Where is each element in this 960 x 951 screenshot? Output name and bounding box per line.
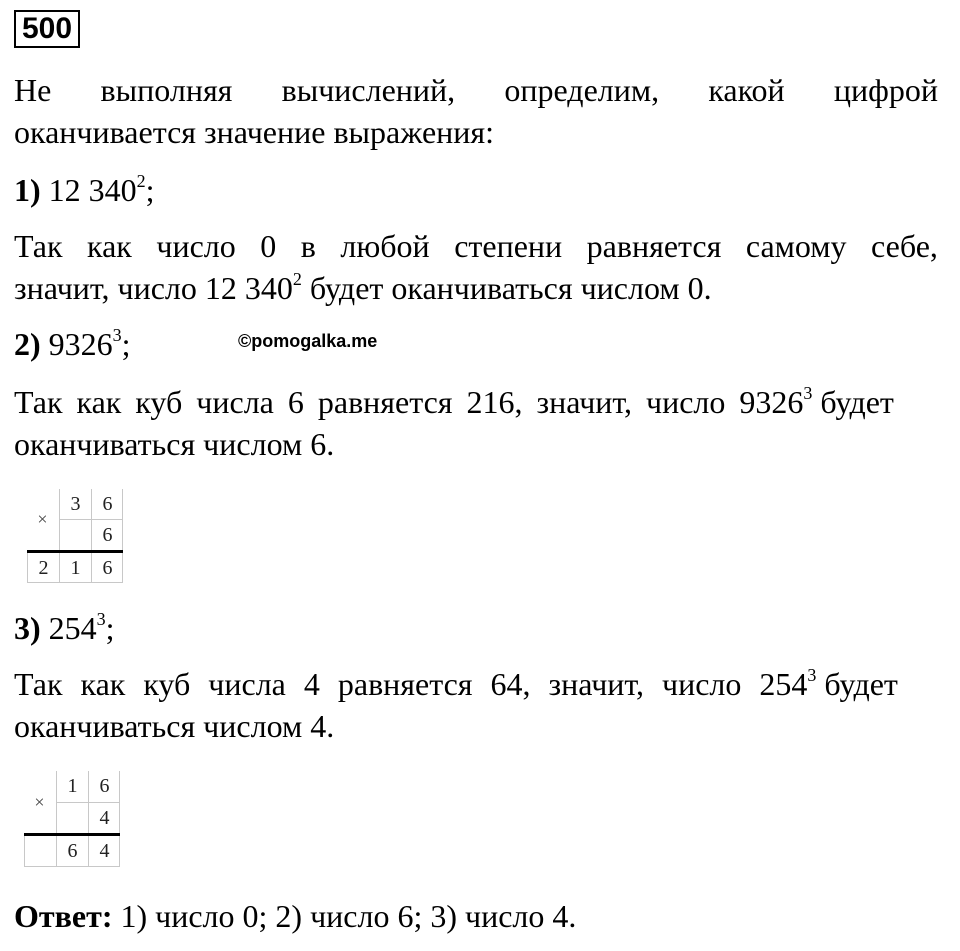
item-3-tail: ; <box>105 610 115 646</box>
item-1-heading <box>14 170 155 210</box>
intro-line-2: оканчивается значение выражения: <box>14 114 494 150</box>
expl-word: самому <box>745 228 847 264</box>
item-1-base: 12 340 <box>48 172 137 208</box>
expl-word: в <box>300 228 316 264</box>
item-3-expl-a: Так как куб числа 4 равняется 64, значит, число $254^3$ будет <box>14 665 898 702</box>
item-2-expl-line-2: оканчиваться числом 6. <box>14 426 335 462</box>
multiplication-grid-1 <box>27 489 123 583</box>
expl-word: себе, <box>871 228 938 264</box>
item-3-expl-line-2: оканчиваться числом 4. <box>14 708 335 744</box>
expl-word: равняется <box>586 228 722 264</box>
item-3-expl-line-1 <box>14 664 938 704</box>
item-2-base: 9326 <box>48 326 113 362</box>
grid-digit: 6 <box>102 492 113 515</box>
item-2-expl-line-1 <box>14 382 938 422</box>
grid-digit: 2 <box>38 556 49 579</box>
expl-word: Так <box>14 228 63 264</box>
grid-digit: 6 <box>102 556 113 579</box>
expl-word: 0 <box>260 228 277 264</box>
grid-digit: 4 <box>99 806 110 829</box>
item-3-number: 3) <box>14 610 41 646</box>
expl-word: любой <box>340 228 430 264</box>
item-2-exp: 3 <box>112 325 122 346</box>
grid-digit: 4 <box>99 839 110 862</box>
answer-label: Ответ: <box>14 898 113 934</box>
expl-word: степени <box>454 228 563 264</box>
intro-word: Не <box>14 72 52 108</box>
grid-digit: 6 <box>102 523 113 546</box>
item-1-expl-exp: 2 <box>292 269 302 290</box>
problem-number: 500 <box>14 10 80 48</box>
item-2-tail: ; <box>121 326 131 362</box>
item-1-tail: ; <box>145 172 155 208</box>
item-1-expl-b: будет оканчиваться числом 0. <box>301 270 712 306</box>
watermark: ©pomogalka.me <box>238 331 378 351</box>
expl-word: число <box>156 228 236 264</box>
item-1-expl-line-2 <box>14 268 712 308</box>
item-1-expl-a: значит, число 12 340 <box>14 270 293 306</box>
item-1-exp: 2 <box>136 171 146 192</box>
intro-word: определим, <box>504 72 660 108</box>
grid-digit: 3 <box>70 492 81 515</box>
item-1-number: 1) <box>14 172 41 208</box>
grid-digit: 1 <box>67 774 78 797</box>
intro-word: вычислений, <box>281 72 456 108</box>
answer-line <box>14 896 576 936</box>
intro-word: цифрой <box>833 72 938 108</box>
item-2-number: 2) <box>14 326 41 362</box>
intro-word: какой <box>708 72 785 108</box>
intro-line-1 <box>14 70 938 110</box>
item-2-expl-a: Так как куб числа 6 равняется 216, значит, число 9326$^3$ будет <box>14 383 894 420</box>
item-1-expl-line-1 <box>14 226 938 266</box>
expl-word: как <box>87 228 132 264</box>
multiplication-grid-2 <box>24 771 120 867</box>
item-3-heading <box>14 608 115 648</box>
multiply-sign: × <box>37 508 48 529</box>
item-2-heading <box>14 324 131 364</box>
intro-word: выполняя <box>100 72 233 108</box>
grid-digit: 6 <box>99 774 110 797</box>
grid-digit: 1 <box>70 556 81 579</box>
multiply-sign: × <box>34 791 45 812</box>
answer-text: 1) число 0; 2) число 6; 3) число 4. <box>112 898 577 934</box>
grid-digit: 6 <box>67 839 78 862</box>
item-3-base: 254 <box>48 610 97 646</box>
item-3-exp: 3 <box>96 609 106 630</box>
